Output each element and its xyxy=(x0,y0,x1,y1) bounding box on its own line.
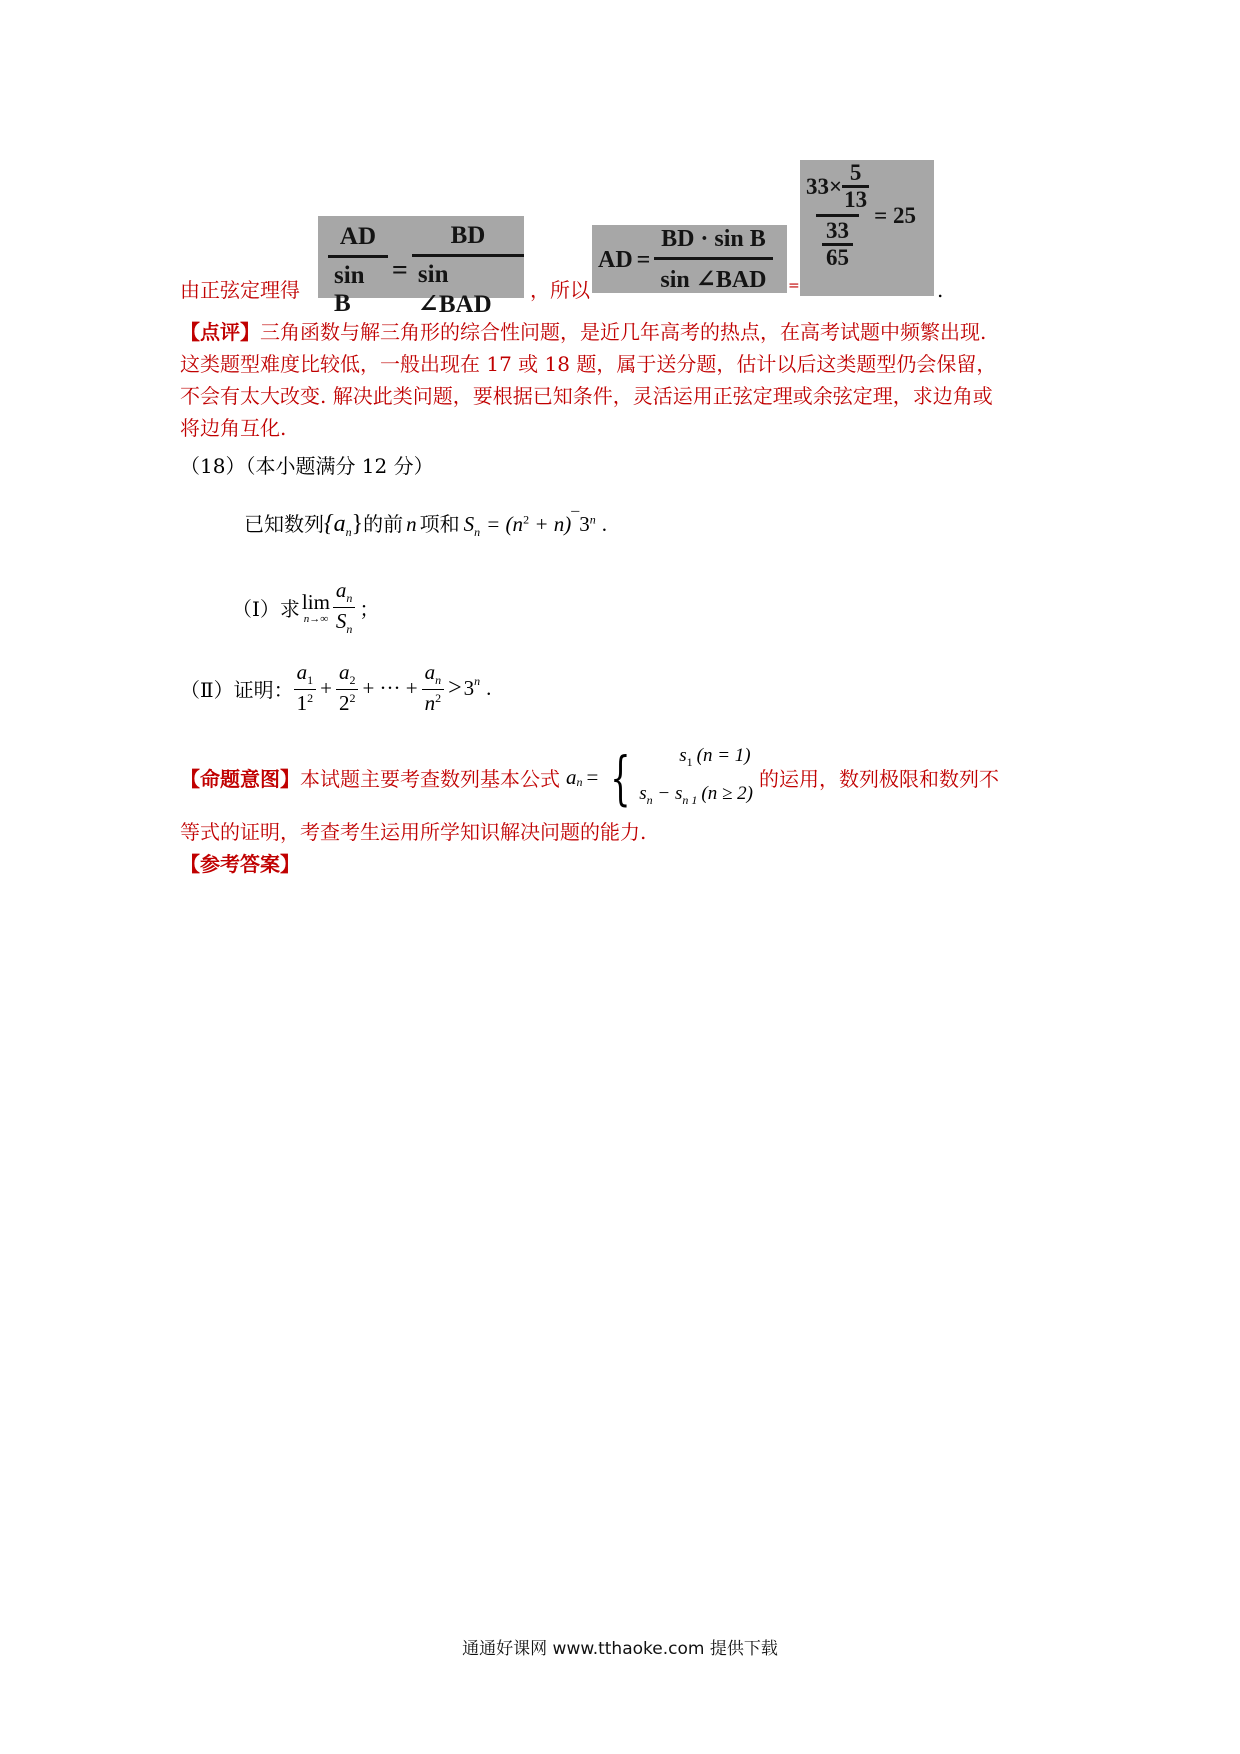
given-text: 已知数列 xyxy=(244,512,324,536)
intent-text-2: 的运用，数列极限和数列不 xyxy=(758,767,999,792)
num-33x: 33× xyxy=(806,173,843,199)
greater-than: > xyxy=(448,674,462,701)
lim: lim xyxy=(301,589,330,614)
case1-cond: (n = 1) xyxy=(696,745,751,766)
part1-label: （Ⅰ）求 xyxy=(232,597,300,622)
answer-tag: 【参考答案】 xyxy=(180,852,300,876)
lhs-ad: AD xyxy=(598,246,633,273)
problem-header: （18）（本小题满分 12 分） xyxy=(180,454,434,478)
frac-num-bd: BD xyxy=(450,222,486,249)
dot-mark: ¯ xyxy=(571,510,580,527)
s-sub: n xyxy=(474,525,481,539)
review-line-2: 这类题型难度比较低，一般出现在 17 或 18 题，属于送分题，估计以后这类题型仍会保留， xyxy=(180,352,997,376)
case2-sub-b: n 1 xyxy=(682,792,698,807)
seq-sub: n xyxy=(345,525,352,539)
inner-num-33: 33 xyxy=(826,218,850,243)
a-sub: n xyxy=(576,775,583,790)
formula-image-1 xyxy=(318,216,524,318)
given-text: 的前 xyxy=(363,512,404,536)
frac-den-s: S xyxy=(335,609,347,634)
num-sub: n xyxy=(346,591,353,606)
frac-den-sinbad: sin ∠BAD xyxy=(654,257,772,294)
part1-end: ； xyxy=(359,597,380,622)
t2-num-sub: 2 xyxy=(349,673,356,688)
t3-num: a xyxy=(424,660,436,684)
intent-text: 本试题主要考查数列基本公式 xyxy=(300,767,560,792)
footer: 通通好课网 www.tthaoke.com 提供下载 xyxy=(462,1639,778,1659)
frac-den-sinbad: sin ∠BAD xyxy=(412,254,524,319)
t3-den-sup: 2 xyxy=(435,691,442,706)
review-line-4: 将边角互化. xyxy=(180,416,287,440)
review-tag: 【点评】 xyxy=(180,320,260,344)
frac-den-sinb: sin B xyxy=(328,255,388,318)
formula-part: = (n xyxy=(486,512,524,536)
inner-den-65: 65 xyxy=(822,243,853,269)
three: 3 xyxy=(463,675,475,700)
lim-sub: n→∞ xyxy=(303,612,329,625)
sup-n: n xyxy=(589,512,596,527)
t1-den-sup: 2 xyxy=(307,691,314,706)
t1-num-sub: 1 xyxy=(307,673,314,688)
t3-num-sub: n xyxy=(435,673,442,688)
sine-rule-intro: 由正弦定理得 xyxy=(180,278,300,302)
formula-part: + n) xyxy=(529,512,572,536)
frac-num-ad: AD xyxy=(339,223,377,250)
seq-close: } xyxy=(351,511,364,537)
t2-den: 2 xyxy=(338,691,350,716)
t1-den: 1 xyxy=(296,691,308,716)
den-sub: n xyxy=(346,622,353,637)
inner-den-13: 13 xyxy=(844,187,868,212)
result-25: = 25 xyxy=(874,202,916,228)
left-brace-icon: { xyxy=(610,743,631,812)
frac-num-bdsinb: BD · sin B xyxy=(661,226,766,252)
problem-given xyxy=(244,508,607,540)
sup-n: n xyxy=(474,674,481,688)
equals-sign: = xyxy=(636,246,651,273)
equals-sign: = xyxy=(586,765,599,790)
review-text: 三角函数与解三角形的综合性问题，是近几年高考的热点，在高考试题中频繁出现. xyxy=(260,320,987,344)
intent-line-1 xyxy=(180,740,999,816)
three: 3 xyxy=(579,512,590,536)
formula-image-2 xyxy=(592,225,787,293)
var-n: n xyxy=(406,512,417,536)
plus: + xyxy=(320,675,332,700)
var-s: S xyxy=(463,512,475,536)
formula-image-3 xyxy=(800,160,934,296)
comma-so: ，所以 xyxy=(530,278,590,302)
case2-minus: − s xyxy=(652,782,683,804)
end-dot: . xyxy=(486,675,492,700)
part-2 xyxy=(180,660,491,716)
inner-num-5: 5 xyxy=(849,160,862,185)
end-dot: . xyxy=(601,512,607,536)
case1-sub: 1 xyxy=(686,754,693,769)
seq-a: {a xyxy=(324,511,346,537)
review-line-1 xyxy=(180,316,986,349)
case2-sub: n xyxy=(646,792,653,807)
given-text: 项和 xyxy=(419,512,460,536)
case1-s: s xyxy=(679,745,687,766)
t1-num: a xyxy=(296,660,308,684)
part2-label: （Ⅱ）证明： xyxy=(180,677,294,702)
small-equals: = xyxy=(788,278,800,294)
end-dot: . xyxy=(937,278,944,302)
sup-2: 2 xyxy=(523,512,530,527)
t3-den: n xyxy=(424,691,436,716)
case2-cond: (n ≥ 2) xyxy=(701,782,753,804)
var-a: a xyxy=(566,765,577,790)
review-line-3: 不会有太大改变. 解决此类问题，要根据已知条件，灵活运用正弦定理或余弦定理，求边角或 xyxy=(180,384,993,408)
t2-num: a xyxy=(338,660,350,684)
frac-num-a: a xyxy=(335,578,347,602)
intent-line-2: 等式的证明，考查考生运用所学知识解决问题的能力. xyxy=(180,820,647,844)
plus-ellipsis: + ··· + xyxy=(362,675,418,700)
case2-s: s xyxy=(639,782,647,804)
equals-sign: = xyxy=(391,254,408,286)
part-1 xyxy=(232,578,379,637)
intent-tag: 【命题意图】 xyxy=(180,767,300,792)
t2-den-sup: 2 xyxy=(349,691,356,706)
